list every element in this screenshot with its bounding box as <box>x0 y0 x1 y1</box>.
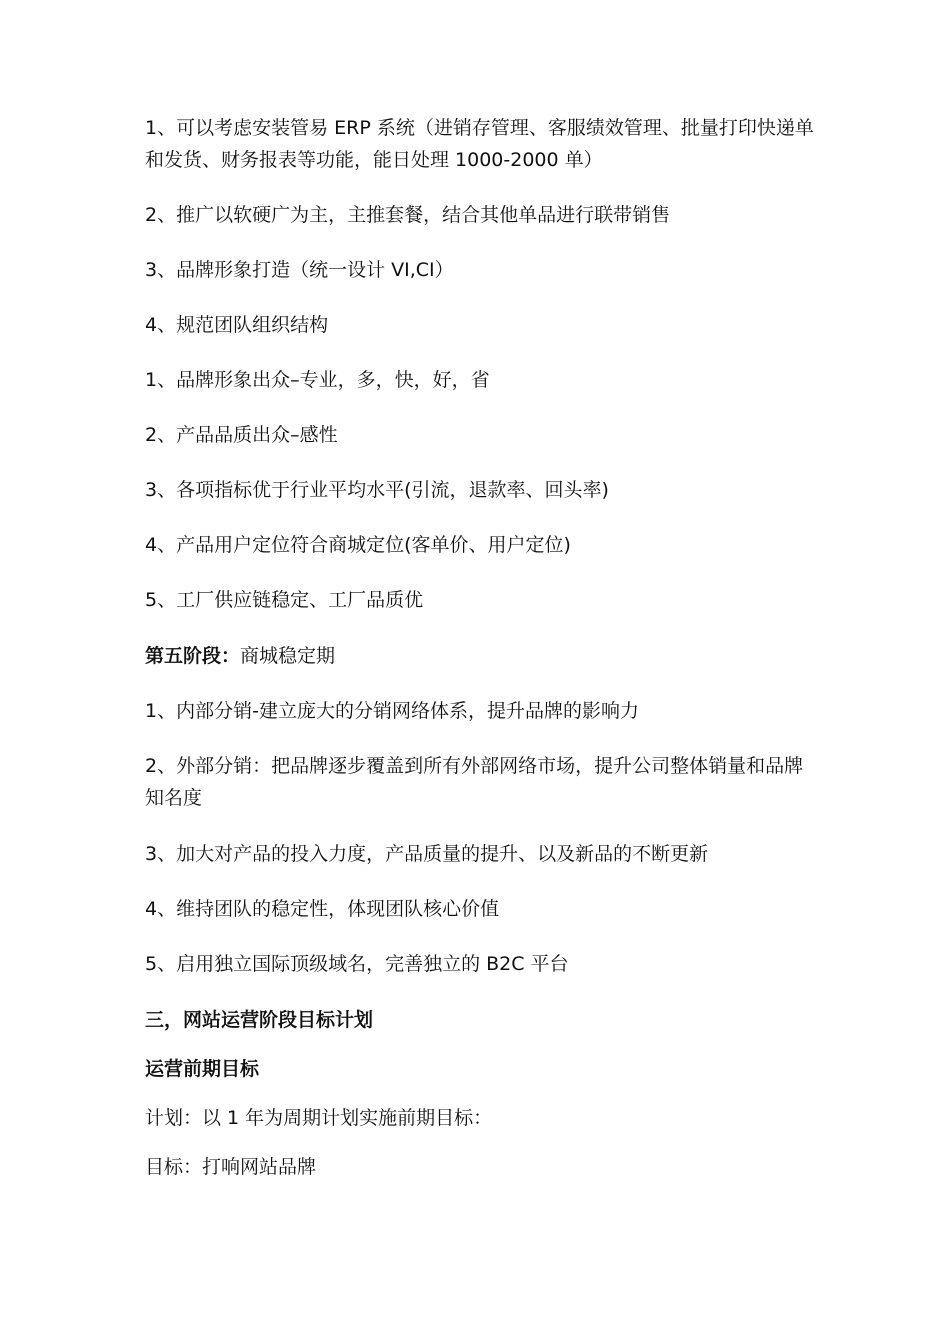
stage5-label: 第五阶段： <box>145 645 241 667</box>
stage5-heading <box>145 640 815 672</box>
paragraph-domain-b2c: 5、启用独立国际顶级域名，完善独立的 B2C 平台 <box>145 953 569 975</box>
paragraph-positioning: 4、产品用户定位符合商城定位(客单价、用户定位) <box>145 534 571 556</box>
paragraph-promotion: 2、推广以软硬广为主，主推套餐，结合其他单品进行联带销售 <box>145 204 671 226</box>
paragraph-team-structure: 4、规范团队组织结构 <box>145 314 329 336</box>
goal-text: 目标：打响网站品牌 <box>145 1156 317 1178</box>
paragraph-supply-chain: 5、工厂供应链稳定、工厂品质优 <box>145 589 424 611</box>
paragraph-team-stability: 4、维持团队的稳定性，体现团队核心价值 <box>145 898 500 920</box>
stage5-title: 商城稳定期 <box>240 645 336 667</box>
paragraph-product-quality: 2、产品品质出众–感性 <box>145 424 338 446</box>
paragraph-brand-outstanding: 1、品牌形象出众–专业，多，快，好，省 <box>145 369 490 391</box>
paragraph-brand-image: 3、品牌形象打造（统一设计 VI,CI） <box>145 259 454 281</box>
paragraph-indicators: 3、各项指标优于行业平均水平(引流，退款率、回头率) <box>145 479 609 501</box>
paragraph-internal-distribution: 1、内部分销-建立庞大的分销网络体系，提升品牌的影响力 <box>145 700 639 722</box>
early-goals-heading: 运营前期目标 <box>145 1058 260 1080</box>
plan-text: 计划：以 1 年为周期计划实施前期目标： <box>145 1107 493 1129</box>
paragraph-product-investment: 3、加大对产品的投入力度，产品质量的提升、以及新品的不断更新 <box>145 843 709 865</box>
paragraph-erp: 1、可以考虑安装管易 ERP 系统（进销存管理、客服绩效管理、批量打印快递单和发货、财务报表等功能，能日处理 1000-2000 单） <box>145 117 814 171</box>
paragraph-external-distribution: 2、外部分销：把品牌逐步覆盖到所有外部网络市场，提升公司整体销量和品牌知名度 <box>145 755 804 809</box>
section3-heading: 三，网站运营阶段目标计划 <box>145 1009 374 1031</box>
